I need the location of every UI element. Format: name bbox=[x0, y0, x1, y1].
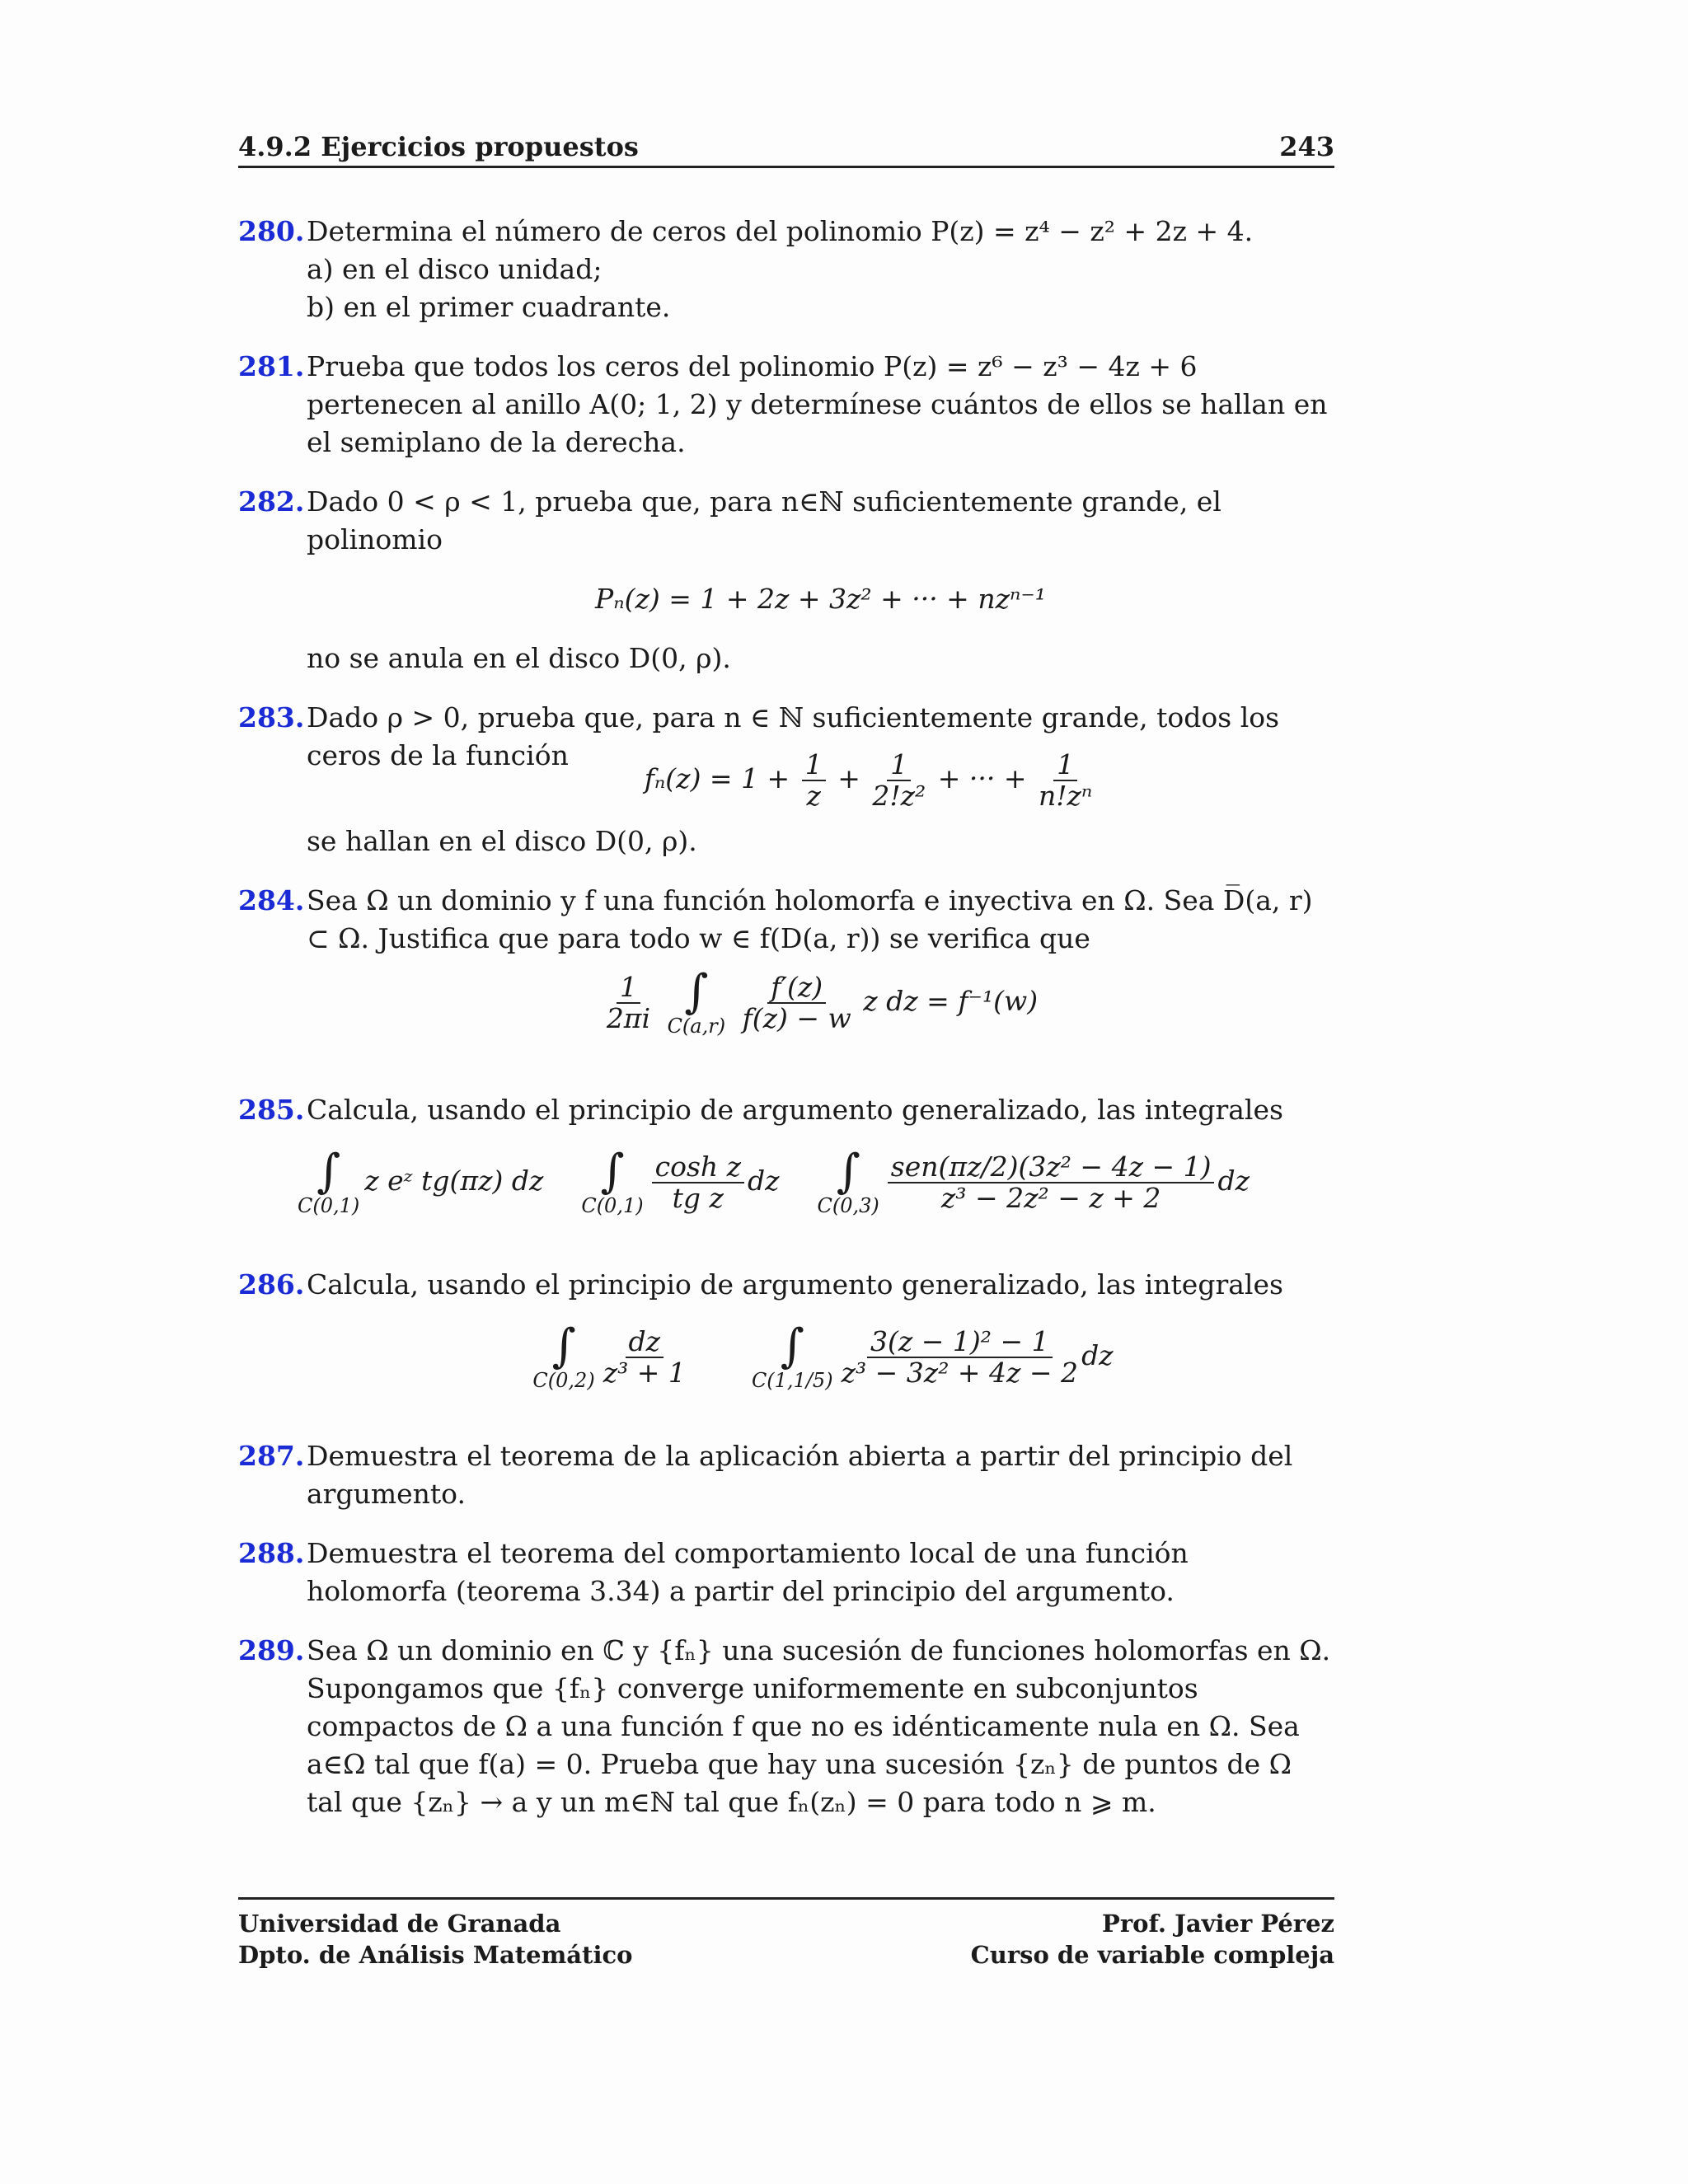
exercise-285 bbox=[238, 1091, 1334, 1244]
exercise-text: Dado 0 < ρ < 1, prueba que, para n∈ℕ suficientemente grande, el polinomio bbox=[307, 485, 1221, 555]
exercise-list bbox=[238, 213, 1334, 1843]
exercise-286 bbox=[238, 1266, 1334, 1416]
exercise-number: 283. bbox=[238, 701, 305, 733]
exercise-289 bbox=[238, 1632, 1334, 1821]
integral-1: ∫ C(0,1) z eᶻ tg(πz) dz bbox=[298, 1145, 544, 1217]
integrals-row bbox=[208, 1145, 1334, 1217]
exercise-number: 282. bbox=[238, 485, 305, 518]
footer-right bbox=[971, 1908, 1334, 1971]
exercise-288 bbox=[238, 1535, 1334, 1610]
exercise-text: Demuestra el teorema del comportamiento local de una función holomorfa (teorema 3.34) a partir del principio del argumento. bbox=[307, 1537, 1189, 1607]
exercise-283 bbox=[238, 699, 1334, 860]
exercise-text: Sea Ω un dominio en ℂ y {fₙ} una sucesión de funciones holomorfas en Ω. Supongamos que {fₙ} converge uniformemente en subconjuntos compactos de Ω a una función f que no es idénticamente nula en Ω. Sea a∈Ω tal que f(a) = 0. Prueba que hay una sucesión {zₙ} de puntos de Ω tal que {zₙ} → a y un m∈ℕ tal que fₙ(zₙ) = 0 para todo n ⩾ m. bbox=[307, 1634, 1331, 1818]
exercise-text-after: se hallan en el disco D(0, ρ). bbox=[307, 825, 697, 857]
footer-course: Curso de variable compleja bbox=[970, 1941, 1334, 1969]
exercise-287 bbox=[238, 1437, 1334, 1513]
exercise-text: Demuestra el teorema de la aplicación abierta a partir del principio del argumento. bbox=[307, 1440, 1293, 1510]
exercise-281 bbox=[238, 348, 1334, 462]
fraction: $\frac{1}{\text{n!zⁿ}}$ bbox=[1038, 748, 1093, 812]
footer-department: Dpto. de Análisis Matemático bbox=[238, 1941, 633, 1969]
part-a: a) en el disco unidad; bbox=[307, 253, 603, 285]
exercise-number: 284. bbox=[238, 884, 305, 916]
exercise-number: 286. bbox=[238, 1268, 305, 1301]
footer-author: Prof. Javier Pérez bbox=[1102, 1910, 1334, 1938]
contour-integral: ∫ C(a,r) bbox=[667, 965, 726, 1038]
integral-2: ∫ C(1,1/5) $\frac{\text{3(z − 1)² − 1}}{\text{z³ − 3z² + 4z − 2}}$ dz bbox=[751, 1319, 1114, 1392]
exercise-282 bbox=[238, 483, 1334, 677]
section-title: 4.9.2 Ejercicios propuestos bbox=[238, 131, 639, 162]
integral-2: ∫ C(0,1) $\frac{\text{cosh z}}{\text{tg z}}$ dz bbox=[581, 1145, 780, 1217]
footer-university: Universidad de Granada bbox=[238, 1910, 561, 1938]
exercise-280 bbox=[238, 213, 1334, 326]
exercise-text: Sea Ω un dominio y f una función holomorfa e inyectiva en Ω. Sea D̅(a, r) ⊂ Ω. Justifica que para todo w ∈ f(D(a, r)) se verifica que bbox=[307, 884, 1313, 954]
exercise-number: 280. bbox=[238, 215, 305, 247]
exercise-text: Dado ρ > 0, prueba que, para n ∈ ℕ suficientemente grande, todos los ceros de la función bbox=[307, 701, 1280, 771]
fraction: $\frac{1}{z}$ bbox=[802, 750, 826, 811]
exercise-number: 288. bbox=[238, 1537, 305, 1569]
exercise-number: 281. bbox=[238, 350, 305, 382]
integrals-row bbox=[307, 1319, 1334, 1392]
integral-1: ∫ C(0,2) $\frac{dz}{\text{z³ + 1}}$ bbox=[532, 1319, 686, 1392]
fraction: $\frac{1}{\text{2!z²}}$ bbox=[872, 748, 926, 812]
display-formula: Pₙ(z) = 1 + 2z + 3z² + ··· + nzⁿ⁻¹ bbox=[595, 583, 1046, 615]
exercise-text-after: no se anula en el disco D(0, ρ). bbox=[307, 642, 731, 674]
exercise-text: Calcula, usando el principio de argumento generalizado, las integrales bbox=[307, 1268, 1283, 1301]
page-footer bbox=[238, 1897, 1334, 1971]
display-formula: fₙ(z) = 1 + $\frac{1}{z}$ + $\frac{1}{\text{2!z²}}$ + ··· + $\frac{1}{\text{n!zⁿ}}$ bbox=[644, 748, 1093, 812]
integral-3: ∫ C(0,3) $\frac{\text{sen(πz/2)(3z² − 4z − 1)}}{\text{z³ − 2z² − z + 2}}$ dz bbox=[817, 1145, 1250, 1217]
fraction: $\frac{1}{2\pi i}$ bbox=[606, 971, 651, 1034]
page-number: 243 bbox=[1279, 131, 1334, 162]
part-b: b) en el primer cuadrante. bbox=[307, 291, 671, 323]
exercise-284 bbox=[238, 882, 1334, 1070]
footer-left bbox=[238, 1908, 632, 1971]
exercise-number: 287. bbox=[238, 1440, 305, 1472]
exercise-text: Determina el número de ceros del polinomio P(z) = z⁴ − z² + 2z + 4. bbox=[307, 215, 1254, 247]
exercise-text: Calcula, usando el principio de argumento generalizado, las integrales bbox=[307, 1094, 1283, 1126]
exercise-text: Prueba que todos los ceros del polinomio P(z) = z⁶ − z³ − 4z + 6 pertenecen al anillo A(0; 1, 2) y determínese cuántos de ellos se hallan en el semiplano de la derecha. bbox=[307, 350, 1328, 458]
running-header bbox=[238, 130, 1334, 168]
display-formula: $\frac{1}{2\pi i}$ ∫ C(a,r) $\frac{f'(z)}{f(z) - w}$ z dz = f⁻¹(w) bbox=[606, 965, 1039, 1038]
exercise-number: 289. bbox=[238, 1634, 305, 1666]
fraction: $\frac{f'(z)}{f(z) - w}$ bbox=[742, 971, 851, 1034]
exercise-number: 285. bbox=[238, 1094, 305, 1126]
